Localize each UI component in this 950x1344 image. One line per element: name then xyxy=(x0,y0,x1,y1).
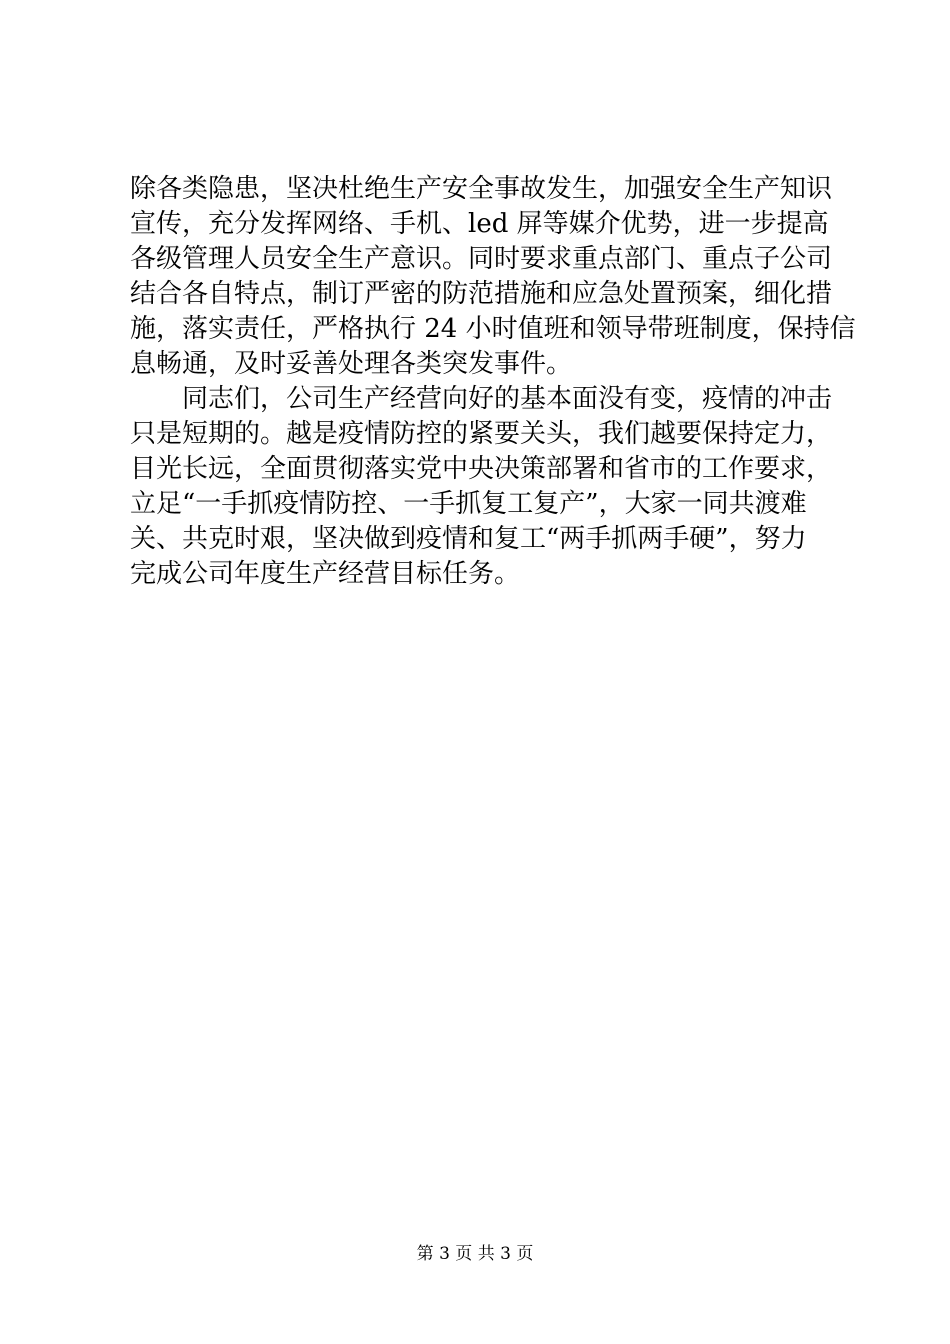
paragraph-line: 目光长远，全面贯彻落实党中央决策部署和省市的工作要求， xyxy=(130,454,833,484)
paragraph-line: 除各类隐患，坚决杜绝生产安全事故发生，加强安全生产知识 xyxy=(130,174,833,204)
paragraph-line: 施，落实责任，严格执行 24 小时值班和领导带班制度，保持信 xyxy=(130,314,856,344)
paragraph-line: 只是短期的。越是疫情防控的紧要关头，我们越要保持定力， xyxy=(130,419,833,449)
paragraph-line: 结合各自特点，制订严密的防范措施和应急处置预案，细化措 xyxy=(130,279,833,309)
page-number-footer: 第 3 页 共 3 页 xyxy=(416,1244,534,1264)
paragraph-line: 立足“一手抓疫情防控、一手抓复工复产”，大家一同共渡难 xyxy=(130,489,807,519)
paragraph-line: 关、共克时艰，坚决做到疫情和复工“两手抓两手硬”，努力 xyxy=(130,524,807,554)
paragraph-line: 完成公司年度生产经营目标任务。 xyxy=(130,559,521,589)
paragraph-line: 同志们，公司生产经营向好的基本面没有变，疫情的冲击 xyxy=(182,384,833,414)
paragraph-line: 各级管理人员安全生产意识。同时要求重点部门、重点子公司 xyxy=(130,244,833,274)
document-body xyxy=(130,172,856,592)
paragraph-line: 息畅通，及时妥善处理各类突发事件。 xyxy=(130,349,573,379)
paragraph-line: 宣传，充分发挥网络、手机、led 屏等媒介优势，进一步提高 xyxy=(130,209,829,239)
